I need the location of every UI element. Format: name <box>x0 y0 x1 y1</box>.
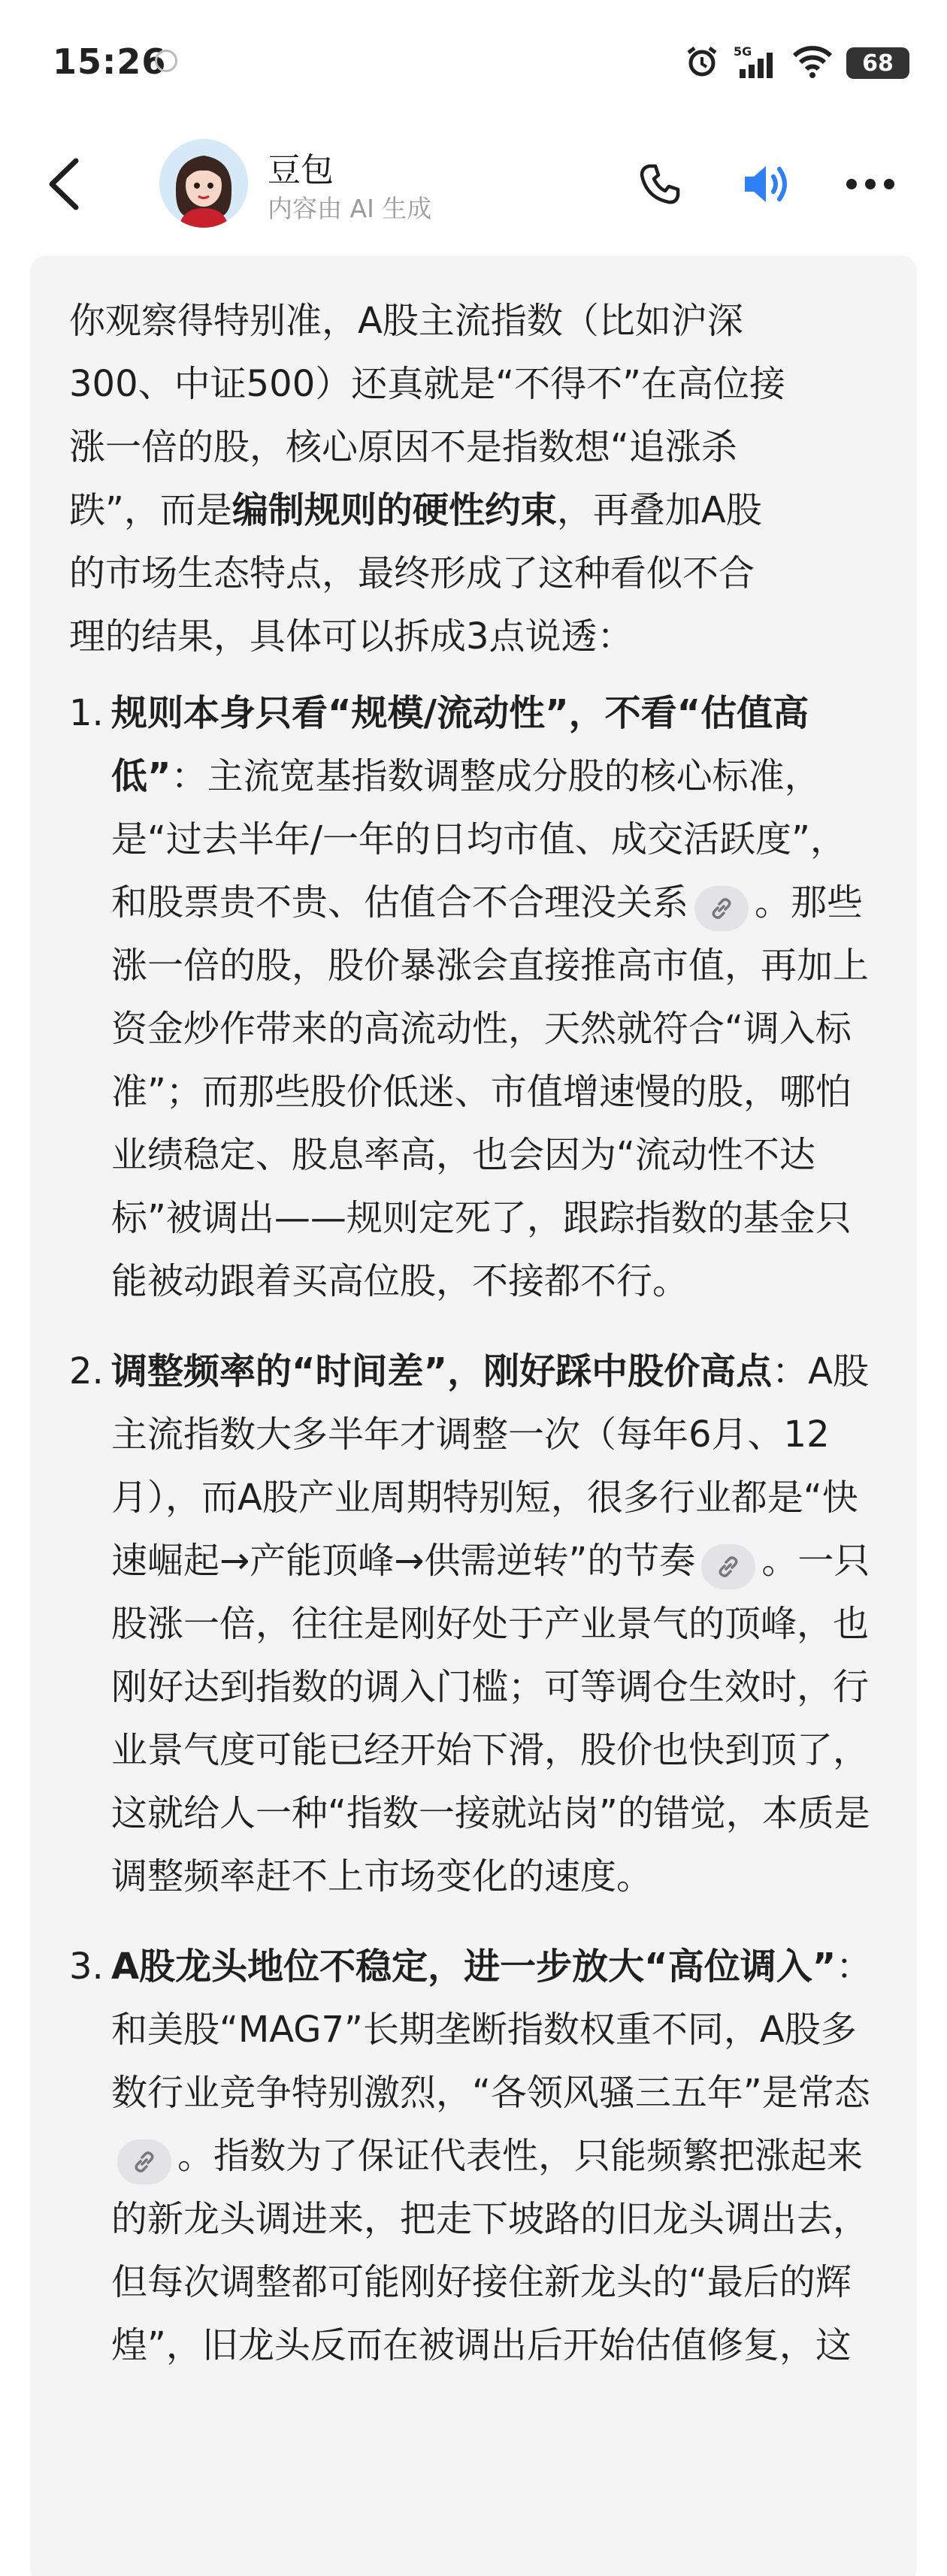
intro-line: 你观察得特别准，A股主流指数（比如沪深 <box>69 300 743 342</box>
phone-icon <box>637 162 682 207</box>
list-item-2 <box>69 1340 881 1908</box>
point-text: ：和美股“MAG7”长期垄断指数权重不同，A股多数行业竞争特别激烈，“各领风骚三五年”是常态 <box>111 1946 873 2114</box>
more-icon <box>844 177 897 192</box>
list-number: 2. <box>69 1350 104 1392</box>
call-button[interactable] <box>630 154 690 214</box>
wifi-icon <box>792 45 833 81</box>
network-label: 5G <box>734 44 752 59</box>
list-number: 1. <box>69 692 104 734</box>
intro-paragraph <box>69 289 881 668</box>
source-link-button[interactable] <box>117 2139 171 2184</box>
source-link-button[interactable] <box>701 1544 755 1589</box>
ai-disclaimer: 内容由 AI 生成 <box>268 194 432 223</box>
intro-line: 的市场生态特点，最终形成了这种看似不合 <box>69 552 755 594</box>
point-text: ：主流宽基指数调整成分股的核心标准，是“过去半年/一年的日均市值、成交活跃度”，和股票贵不贵、估值合不合理没关系 <box>111 755 846 924</box>
chat-header <box>0 120 947 248</box>
chat-title: 豆包 <box>268 151 334 189</box>
answer-content <box>69 289 881 2404</box>
speaker-button[interactable] <box>737 154 797 214</box>
source-link-button[interactable] <box>694 886 749 931</box>
point-heading: 规则本身只看“规模/流动性”，不看“估值高低” <box>111 692 809 797</box>
status-bar <box>0 0 947 120</box>
more-options-button[interactable] <box>840 154 900 214</box>
chevron-left-icon <box>47 158 80 210</box>
point-heading: A股龙头地位不稳定，进一步放大“高位调入” <box>111 1946 837 1988</box>
point-text: ：A股主流指数大多半年才调整一次（每年6月、12月），而A股产业周期特别短，很多行业都是“快速崛起→产能顶峰→供需逆转”的节奏 <box>111 1350 869 1582</box>
points-list <box>69 682 881 2377</box>
point-text: 。一只股涨一倍，往往是刚好处于产业景气的顶峰，也刚好达到指数的调入门槛；可等调仓生效时，行业景气度可能已经开始下滑，股价也快到顶了，这就给人一种“指数一接就站岗”的错觉，本质是调整频率赶不上市场变化的速度。 <box>111 1540 870 1897</box>
link-icon <box>708 895 735 922</box>
intro-line: 300、中证500）还真就是“不得不”在高位接 <box>69 363 785 405</box>
speaker-icon <box>740 162 793 207</box>
point-text: 。那些涨一倍的股，股价暴涨会直接推高市值，再加上资金炒作带来的高流动性，天然就符合“调入标准”；而那些股价低迷、市值增速慢的股，哪怕业绩稳定、股息率高，也会因为“流动性不达标”被调出——规则定死了，跟踪指数的基金只能被动跟着买高位股，不接都不行。 <box>111 881 870 1302</box>
status-time: 15:26 <box>53 41 167 82</box>
avatar[interactable] <box>159 139 248 228</box>
battery-indicator: 68 <box>846 47 909 79</box>
intro-line: 涨一倍的股，核心原因不是指数想“追涨杀 <box>69 426 737 468</box>
intro-text: ，再叠加A股 <box>556 489 762 531</box>
link-icon <box>715 1553 742 1580</box>
signal-icon <box>734 44 779 83</box>
link-icon <box>131 2148 158 2175</box>
back-button[interactable] <box>38 154 90 214</box>
intro-line <box>69 479 881 542</box>
intro-bold-text: 编制规则的硬性约束 <box>231 489 557 531</box>
list-item-3 <box>69 1935 881 2377</box>
list-number: 3. <box>69 1946 104 1988</box>
point-heading: 调整频率的“时间差”，刚好踩中股价高点 <box>111 1350 773 1392</box>
location-status-icon <box>155 50 177 72</box>
point-text: 。指数为了保证代表性，只能频繁把涨起来的新龙头调进来，把走下坡路的旧龙头调出去，但每次调整都可能刚好接住新龙头的“最后的辉煌”，旧龙头反而在被调出后开始估值修复，这 <box>111 2135 870 2366</box>
list-item-1 <box>69 682 881 1313</box>
alarm-icon <box>684 44 720 83</box>
intro-line: 理的结果，具体可以拆成3点说透： <box>69 615 634 658</box>
intro-text: 跌”，而是 <box>69 489 232 531</box>
